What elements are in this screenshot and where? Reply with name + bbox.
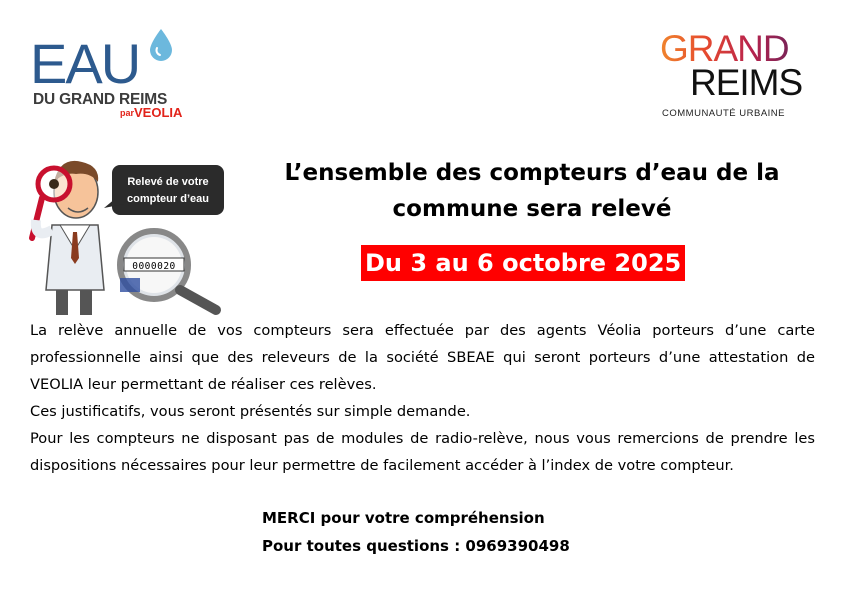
headline: L’ensemble des compteurs d’eau de la commune sera relevé — [284, 160, 780, 222]
meter-digits: 0000020 — [132, 261, 176, 272]
eau-logo-word: EAU — [30, 32, 140, 95]
veolia-brand: VEOLIA — [134, 105, 183, 120]
grand-reims-logo-line2: REIMS — [690, 62, 803, 103]
water-drop-icon — [148, 28, 174, 62]
body-paragraph-2: Ces justificatifs, vous seront présentés sur simple demande. — [30, 403, 471, 420]
contact-line: Pour toutes questions : 0969390498 — [262, 537, 570, 555]
grand-reims-logo — [660, 30, 820, 125]
body-paragraph-3: Pour les compteurs ne disposant pas de modules de radio-relève, nous vous remercions de prendre les dispositions nécessaires pour leur permettre de facilement accéder à l’index de votre compteur. — [30, 430, 815, 474]
speech-bubble-text-line2: compteur d’eau — [127, 193, 209, 205]
eau-logo-subtitle: DU GRAND REIMS — [33, 91, 168, 108]
eau-grand-reims-logo — [30, 28, 183, 128]
meter-reader-illustration — [20, 150, 230, 320]
grand-reims-logo-line1: GRAND — [660, 28, 789, 69]
thanks-line: MERCI pour votre compréhension — [262, 509, 545, 527]
speech-bubble-text: Relevé de votre — [127, 176, 209, 188]
body-text — [30, 317, 815, 479]
body-paragraph-1: La relève annuelle de vos compteurs sera effectuée par des agents Véolia porteurs d’une carte professionnelle ainsi que des releveurs de la société SBEAE qui seront porteurs d’une attestation de VEOLIA leur permettant de réaliser ces relèves. — [30, 322, 815, 393]
date-banner: Du 3 au 6 octobre 2025 — [361, 245, 685, 281]
grand-reims-logo-subtitle: COMMUNAUTÉ URBAINE — [662, 108, 786, 119]
eau-logo-par: par — [120, 108, 135, 118]
